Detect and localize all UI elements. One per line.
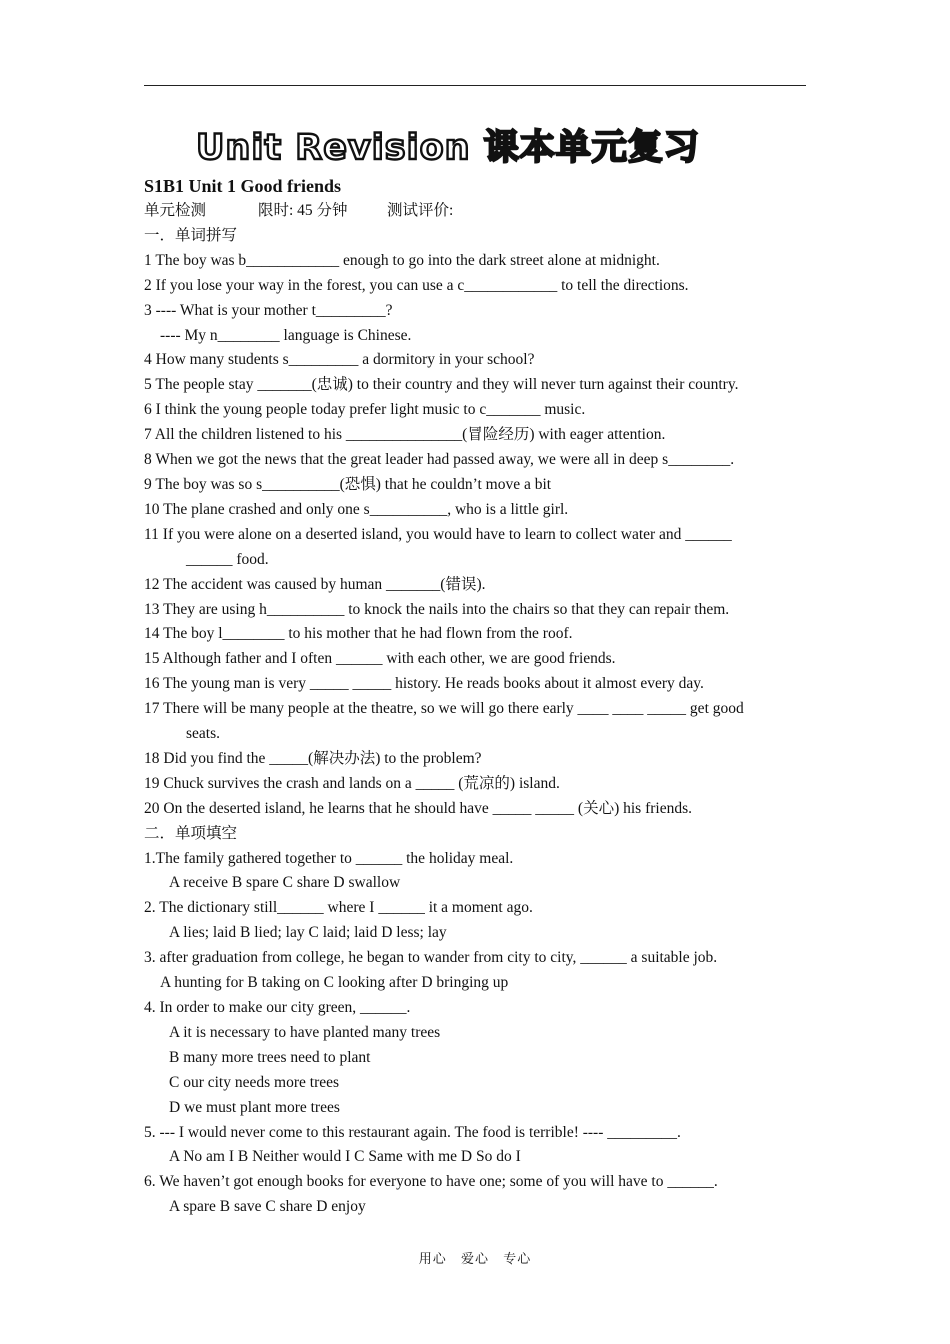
question-18: 18 Did you find the _____(解决办法) to the problem? — [144, 749, 482, 767]
page-footer — [0, 1248, 950, 1267]
question-8: 8 When we got the news that the great leader had passed away, we were all in deep s________. — [144, 451, 735, 469]
mc-question-3: 3. after graduation from college, he began to wander from city to city, ______ a suitable job. — [144, 949, 718, 967]
mc-option-4b: B many more trees need to plant — [169, 1048, 371, 1066]
question-7: 7 All the children listened to his _______________(冒险经历) with eager attention. — [144, 426, 666, 444]
question-6: 6 I think the young people today prefer light music to c_______ music. — [144, 401, 586, 419]
question-9: 9 The boy was so s__________(恐惧) that he couldn’t move a bit — [144, 475, 552, 493]
mc-options-3: A hunting for B taking on C looking after D bringing up — [160, 974, 509, 992]
question-17: 17 There will be many people at the theatre, so we will go there early ____ ____ _____ get good — [144, 700, 744, 718]
footer-word-1: 用心 — [418, 1251, 447, 1266]
question-17-cont: seats. — [186, 725, 221, 743]
subtitle: S1B1 Unit 1 Good friends — [144, 176, 342, 196]
question-3-cont: ---- My n________ language is Chinese. — [160, 326, 412, 344]
question-13: 13 They are using h__________ to knock the nails into the chairs so that they can repair them. — [144, 600, 730, 618]
test-meta — [144, 199, 808, 224]
document-body — [144, 174, 808, 1220]
mc-option-4d: D we must plant more trees — [169, 1098, 340, 1116]
question-11: 11 If you were alone on a deserted island, you would have to learn to collect water and ______ — [144, 525, 732, 543]
mc-options-2: A lies; laid B lied; lay C laid; laid D less; lay — [169, 924, 447, 942]
question-16: 16 The young man is very _____ _____ history. He reads books about it almost every day. — [144, 675, 704, 693]
question-2: 2 If you lose your way in the forest, you can use a c____________ to tell the directions. — [144, 276, 689, 294]
question-4: 4 How many students s_________ a dormitory in your school? — [144, 351, 535, 369]
mc-option-4c: C our city needs more trees — [169, 1073, 340, 1091]
question-11-cont: ______ food. — [186, 550, 269, 568]
question-5: 5 The people stay _______(忠诚) to their country and they will never turn against their country. — [144, 376, 739, 394]
section2-heading: 二．单项填空 — [144, 824, 238, 842]
meta-time: 限时: 45 分钟 — [258, 202, 348, 219]
question-3: 3 ---- What is your mother t_________? — [144, 301, 393, 319]
meta-test: 单元检测 — [144, 202, 207, 219]
banner-title: Unit Revision 课本单元复习 — [196, 128, 700, 168]
section1-heading: 一．单词拼写 — [144, 226, 238, 244]
mc-options-1: A receive B spare C share D swallow — [169, 874, 401, 892]
footer-word-3: 专心 — [503, 1251, 532, 1266]
question-19: 19 Chuck survives the crash and lands on a _____ (荒凉的) island. — [144, 774, 560, 792]
question-12: 12 The accident was caused by human _______(错误). — [144, 575, 486, 593]
question-20: 20 On the deserted island, he learns that he should have _____ _____ (关心) his friends. — [144, 799, 692, 817]
mc-question-1: 1.The family gathered together to ______ the holiday meal. — [144, 849, 514, 867]
mc-question-2: 2. The dictionary still______ where I ______ it a moment ago. — [144, 899, 533, 917]
question-10: 10 The plane crashed and only one s__________, who is a little girl. — [144, 500, 569, 518]
header-rule — [144, 85, 806, 86]
question-1: 1 The boy was b____________ enough to go into the dark street alone at midnight. — [144, 251, 660, 269]
mc-options-5: A No am I B Neither would I C Same with me D So do I — [169, 1148, 521, 1166]
mc-question-6: 6. We haven’t got enough books for everyone to have one; some of you will have to ______. — [144, 1173, 718, 1191]
question-14: 14 The boy l________ to his mother that he had flown from the roof. — [144, 625, 573, 643]
mc-option-4a: A it is necessary to have planted many trees — [169, 1023, 441, 1041]
mc-options-6: A spare B save C share D enjoy — [169, 1198, 366, 1216]
meta-eval: 测试评价: — [387, 202, 454, 219]
question-15: 15 Although father and I often ______ with each other, we are good friends. — [144, 650, 616, 668]
mc-question-4: 4. In order to make our city green, ______. — [144, 999, 411, 1016]
footer-word-2: 爱心 — [460, 1251, 489, 1266]
mc-question-5: 5. --- I would never come to this restaurant again. The food is terrible! ---- _________. — [144, 1123, 681, 1141]
